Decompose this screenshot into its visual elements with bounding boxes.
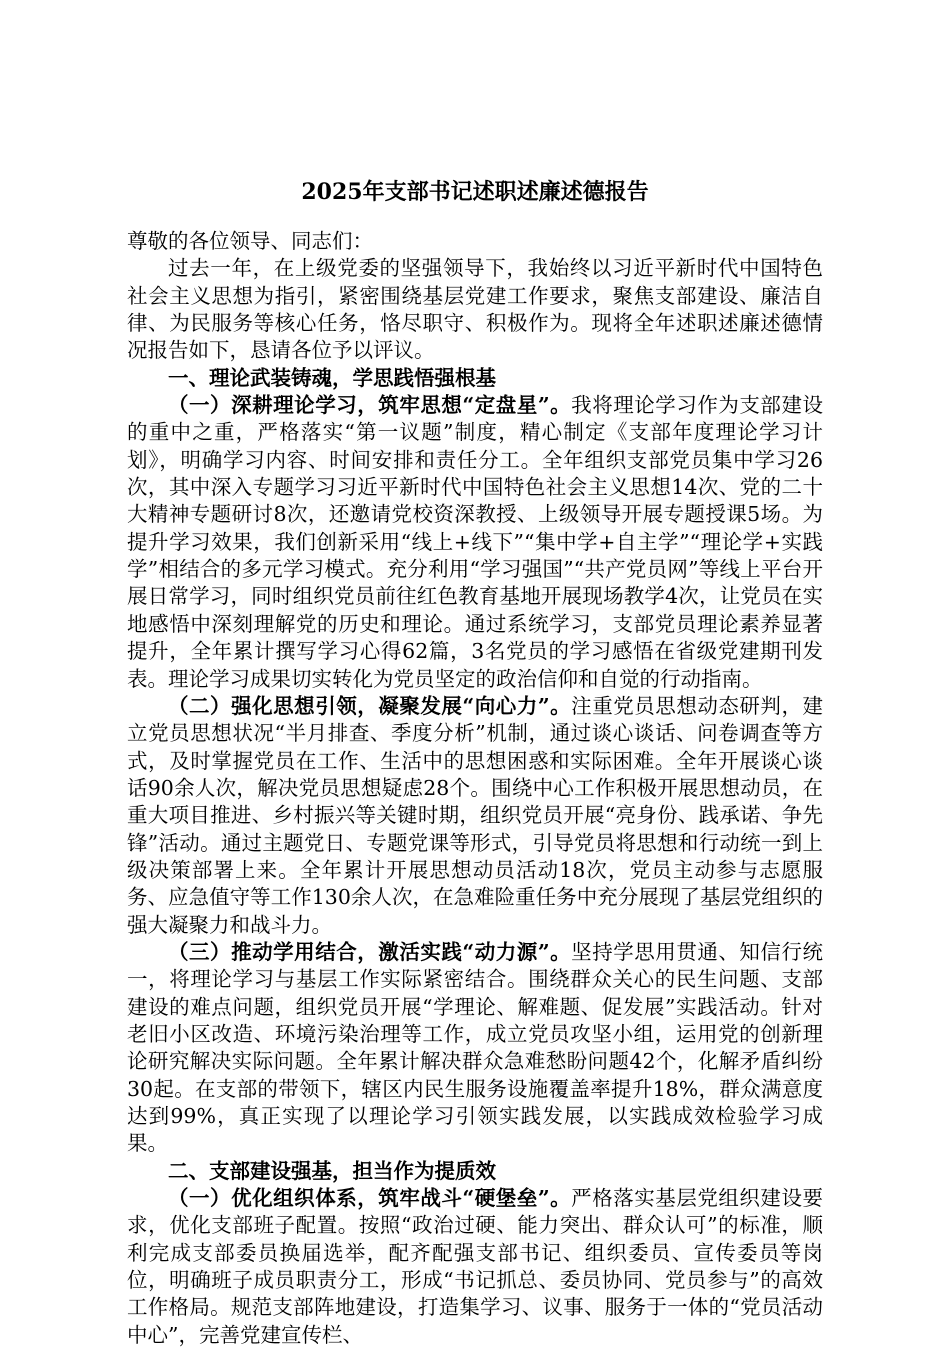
paragraph-lead: （二）强化思想引领，凝聚发展“向心力”。 [168, 693, 572, 718]
intro-paragraph: 过去一年，在上级党委的坚强领导下，我始终以习近平新时代中国特色社会主义思想为指引，紧密围绕基层党建工作要求，聚焦支部建设、廉洁自律、为民服务等核心任务，恪尽职守、积极作为。现将全年述职述廉述德情况报告如下，恳请各位予以评议。 [127, 256, 823, 363]
section-2-heading: 二、支部建设强基，担当作为提质效 [168, 1158, 496, 1183]
greeting: 尊敬的各位领导、同志们： [127, 229, 373, 253]
paragraph-body: 严格落实基层党组织建设要求，优化支部班子配置。按照“政治过硬、能力突出、群众认可”的标准，顺利完成支部委员换届选举，配齐配强支部书记、组织委员、宣传委员等岗位，明确班子成员职责分工，形成“书记抓总、委员协同、党员参与”的高效工作格局。规范支部阵地建设，打造集学习、议事、服务于一体的“党员活动中心”，完善党建宣传栏、 [127, 1186, 823, 1347]
section-1-paragraph-3 [127, 939, 823, 1158]
document-title: 2025年支部书记述职述廉述德报告 [301, 179, 649, 205]
paragraph-lead: （一）优化组织体系，筑牢战斗“硬堡垒”。 [168, 1186, 572, 1211]
section-1-paragraph-2 [127, 693, 823, 939]
document-page [127, 176, 823, 1349]
section-1-heading: 一、理论武装铸魂，学思践悟强根基 [168, 365, 496, 390]
section-1-paragraph-1 [127, 392, 823, 693]
paragraph-lead: （三）推动学用结合，激活实践“动力源”。 [168, 939, 572, 964]
paragraph-body: 我将理论学习作为支部建设的重中之重，严格落实“第一议题”制度，精心制定《支部年度理论学习计划》，明确学习内容、时间安排和责任分工。全年组织支部党员集中学习26次，其中深入专题学习习近平新时代中国特色社会主义思想14次、党的二十大精神专题研讨8次，还邀请党校资深教授、上级领导开展专题授课5场。为提升学习效果，我们创新采用“线上+线下”“集中学+自主学”“理论学+实践学”相结合的多元学习模式。充分利用“学习强国”“共产党员网”等线上平台开展日常学习，同时组织党员前往红色教育基地开展现场教学4次，让党员在实地感悟中深刻理解党的历史和理论。通过系统学习，支部党员理论素养显著提升，全年累计撰写学习心得62篇，3名党员的学习感悟在省级党建期刊发表。理论学习成果切实转化为党员坚定的政治信仰和自觉的行动指南。 [127, 393, 823, 691]
paragraph-body: 注重党员思想动态研判，建立党员思想状况“半月排查、季度分析”机制，通过谈心谈话、问卷调查等方式，及时掌握党员在工作、生活中的思想困惑和实际困难。全年开展谈心谈话90余人次，解决党员思想疑虑28个。围绕中心工作积极开展思想动员，在重大项目推进、乡村振兴等关键时期，组织党员开展“亮身份、践承诺、争先锋”活动。通过主题党日、专题党课等形式，引导党员将思想和行动统一到上级决策部署上来。全年累计开展思想动员活动18次，党员主动参与志愿服务、应急值守等工作130余人次，在急难险重任务中充分展现了基层党组织的强大凝聚力和战斗力。 [127, 693, 823, 937]
section-2-paragraph-1 [127, 1185, 823, 1349]
paragraph-lead: （一）深耕理论学习，筑牢思想“定盘星”。 [168, 393, 572, 418]
paragraph-body: 坚持学思用贯通、知信行统一，将理论学习与基层工作实际紧密结合。围绕群众关心的民生问题、支部建设的难点问题，组织党员开展“学理论、解难题、促发展”实践活动。针对老旧小区改造、环境污染治理等工作，成立党员攻坚小组，运用党的创新理论研究解决实际问题。全年累计解决群众急难愁盼问题42个，化解矛盾纠纷30起。在支部的带领下，辖区内民生服务设施覆盖率提升18%，群众满意度达到99%，真正实现了以理论学习引领实践发展，以实践成效检验学习成果。 [127, 939, 823, 1156]
